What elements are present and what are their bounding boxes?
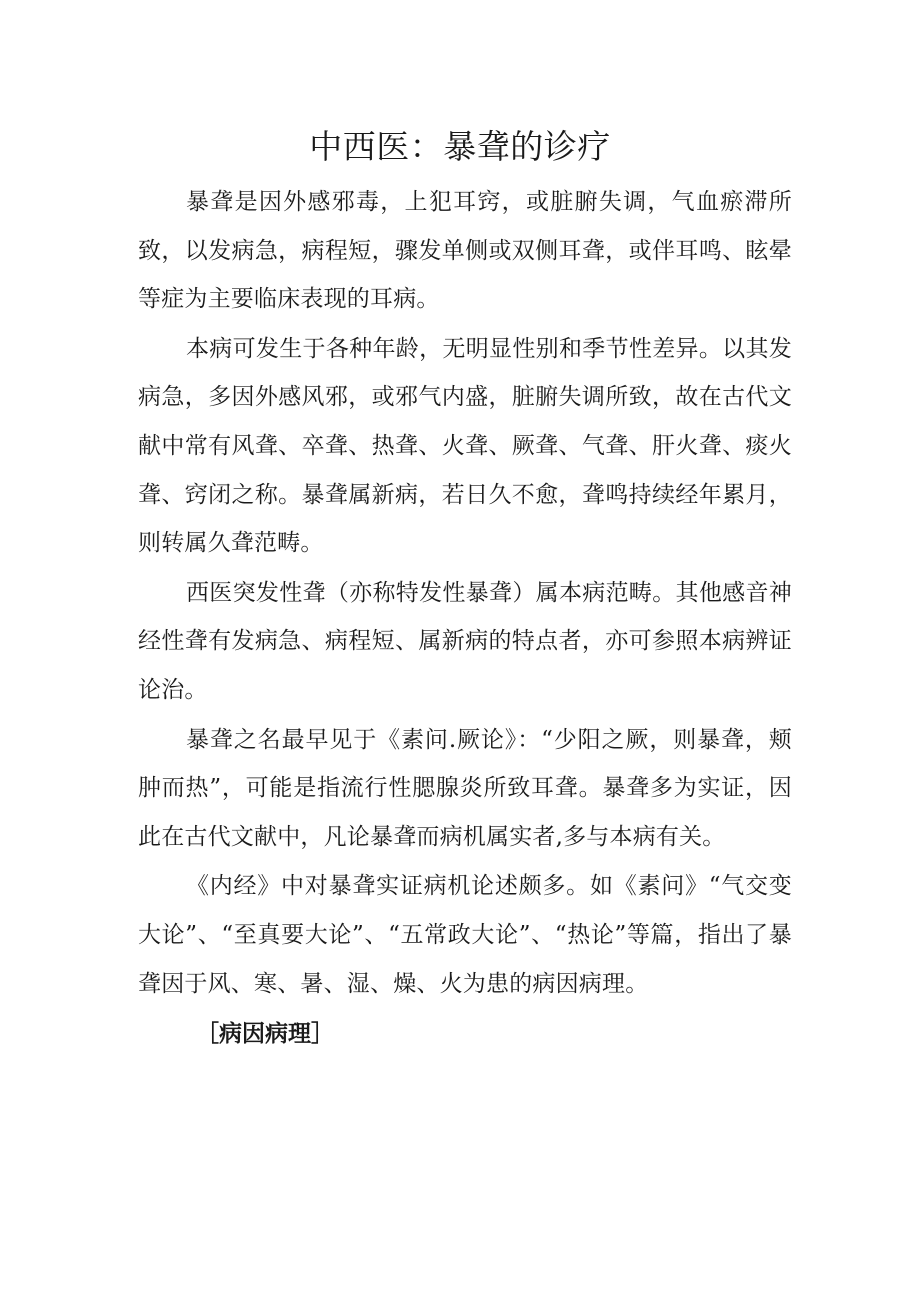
document-body (138, 178, 792, 1009)
section-heading: ［病因病理］ (196, 1021, 334, 1047)
paragraph-definition: 暴聋是因外感邪毒，上犯耳窍，或脏腑失调，气血瘀滞所致，以发病急，病程短，骤发单侧或双侧耳聋，或伴耳鸣、眩晕等症为主要临床表现的耳病。 (138, 189, 792, 313)
paragraph-neijing: 《内经》中对暴聋实证病机论述颇多。如《素问》“气交变大论”、“至真要大论”、“五常政大论”、“热论”等篇，指出了暴聋因于风、寒、暑、湿、燥、火为患的病因病理。 (138, 873, 792, 997)
paragraph-epidemiology: 本病可发生于各种年龄，无明显性别和季节性差异。以其发病急，多因外感风邪，或邪气内盛，脏腑失调所致，故在古代文献中常有风聋、卒聋、热聋、火聋、厥聋、气聋、肝火聋、痰火聋、窍闭之称。暴聋属新病，若日久不愈，聋鸣持续经年累月，则转属久聋范畴。 (138, 335, 792, 557)
paragraph-western-medicine: 西医突发性聋（亦称特发性暴聋）属本病范畴。其他感音神经性聋有发病急、病程短、属新病的特点者，亦可参照本病辨证论治。 (138, 579, 792, 703)
page-title: 中西医：暴聋的诊疗 (309, 127, 611, 166)
paragraph-history: 暴聋之名最早见于《素问.厥论》：“少阳之厥，则暴聋，颊肿而热”，可能是指流行性腮腺炎所致耳聋。暴聋多为实证，因此在古代文献中，凡论暴聋而病机属实者,多与本病有关。 (138, 726, 792, 850)
